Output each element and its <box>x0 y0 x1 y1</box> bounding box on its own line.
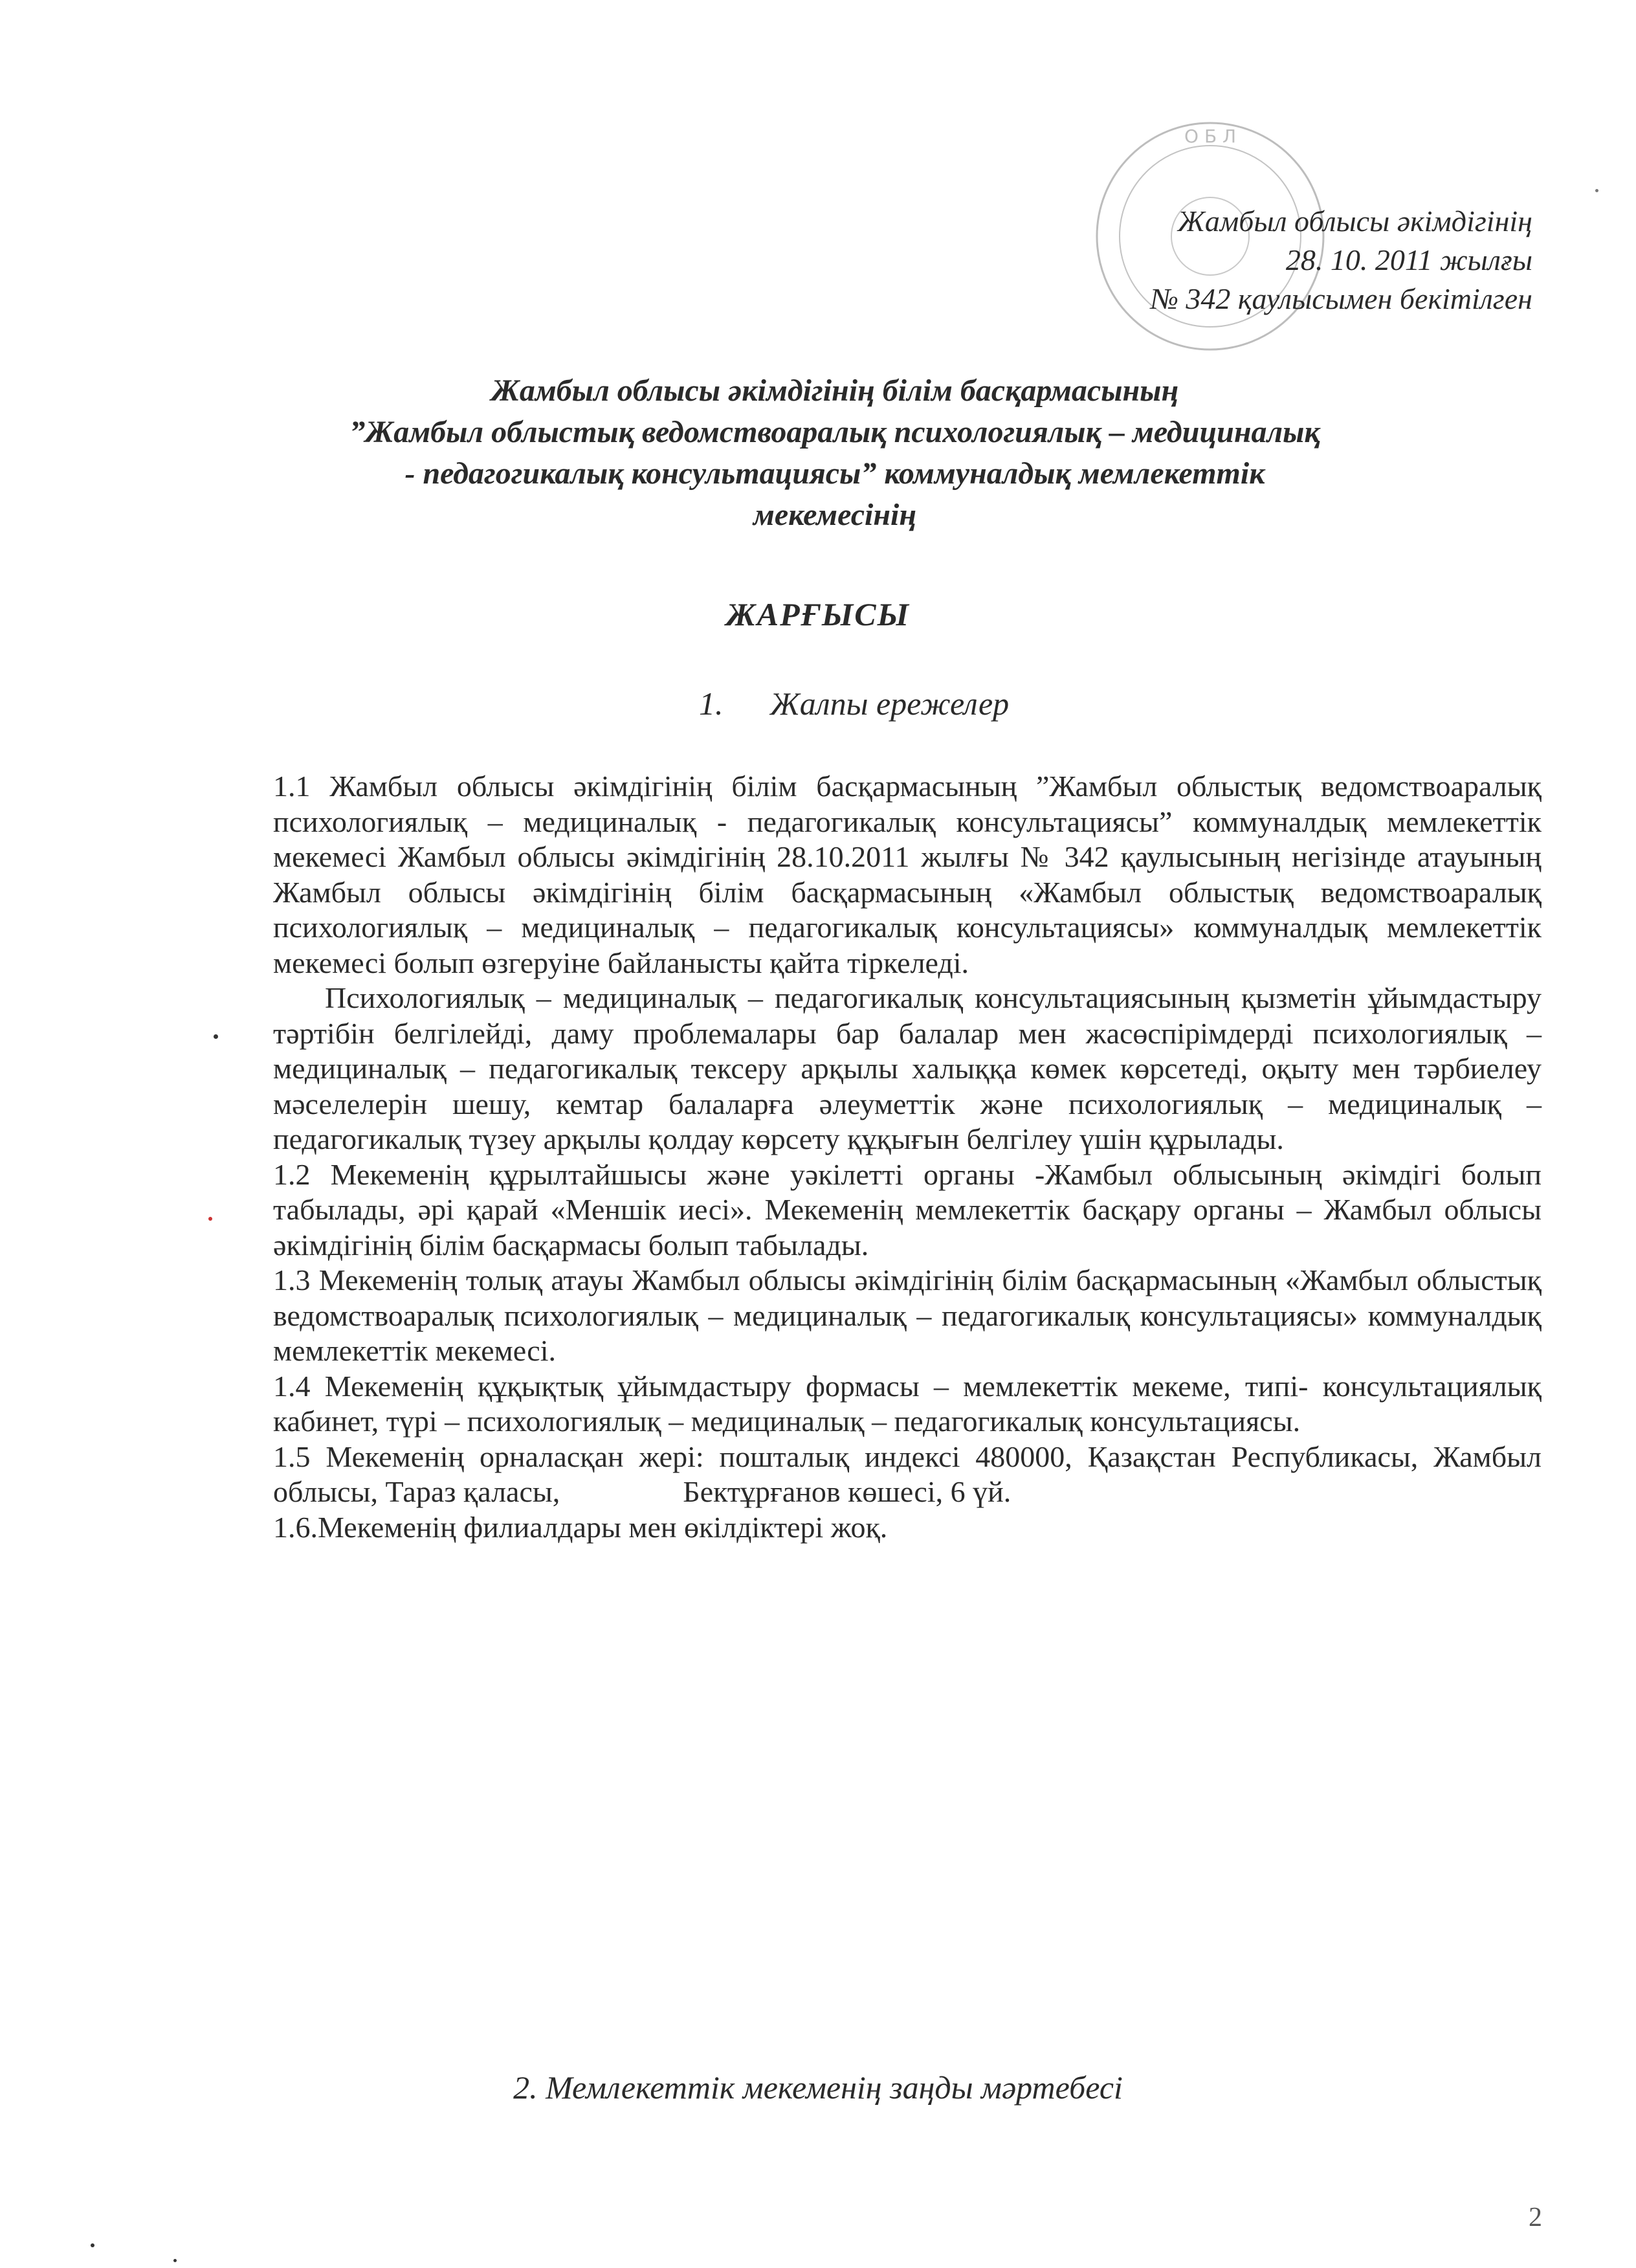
section-2-heading: 2. Мемлекеттік мекеменің заңды мәртебесі <box>513 2069 1123 2106</box>
header-line-1: Жамбыл облысы әкімдігінің білім басқармасының <box>491 373 1179 408</box>
paragraph-1-4: 1.4 Мекеменің құқықтық ұйымдастыру формасы – мемлекеттік мекеме, типі- консультациялық кабинет, түрі – психологиялық – медициналық – педагогикалық консультациясы. <box>273 1369 1542 1438</box>
paragraph-1-5-street: Бектұрғанов көшесі, 6 үй. <box>683 1475 1011 1508</box>
section-1-heading <box>699 685 1009 722</box>
approval-line-2: 28. 10. 2011 жылғы <box>1285 243 1532 276</box>
page-number: 2 <box>1529 2203 1542 2232</box>
header-line-3: - педагогикалық консультациясы” коммуналдық мемлекеттік <box>404 456 1265 491</box>
section-1-title: Жалпы ережелер <box>770 685 1010 722</box>
paragraph-1-1: 1.1 Жамбыл облысы әкімдігінің білім басқармасының ”Жамбыл облыстық ведомствоаралық психологиялық – медициналық - педагогикалық консультациясы” коммуналдық мемлекеттік мекемесі Жамбыл облысы әкімдігінің 28.10.2011 жылғы № 342 қаулысының негізінде атауының Жамбыл облысы әкімдігінің білім басқармасының «Жамбыл облыстық ведомствоаралық психологиялық – медициналық – педагогикалық консультациясы» коммуналдық мемлекеттік мекемесі болып өзгеруіне байланысты қайта тіркеледі. <box>273 770 1542 979</box>
approval-block <box>1151 202 1532 318</box>
header-line-4: мекемесінің <box>753 498 917 532</box>
section-1-number: 1. <box>699 685 724 722</box>
scan-speck <box>208 1217 212 1221</box>
scan-speck <box>91 2243 94 2247</box>
paragraph-1-5-text: 1.5 Мекеменің орналасқан жері: пошталық индексі 480000, Қазақстан Республикасы, Жамбыл облысы, Тараз қаласы, <box>273 1440 1542 1508</box>
scan-speck <box>173 2259 177 2262</box>
paragraph-1-1-continued: Психологиялық – медициналық – педагогикалық консультациясының қызметін ұйымдастыру тәртібін белгілейді, даму проблемалары бар балалар мен жасөспірімдерді психологиялық – медициналық – педагогикалық тексеру арқылы халыққа көмек көрсетеді, оқыту мен тәрбиелеу мәселелерін шешу, кемтар балаларға әлеуметтік және психологиялық – медициналық – педагогикалық түзеу арқылы қолдау көрсету құқығын белгілеу үшін құрылады. <box>273 981 1542 1155</box>
scan-speck <box>1595 189 1598 192</box>
approval-line-3: № 342 қаулысымен бекітілген <box>1150 282 1532 315</box>
header-line-2: ”Жамбыл облыстық ведомствоаралық психологиялық – медициналық <box>349 415 1320 449</box>
svg-text:О Б Л: О Б Л <box>1184 126 1237 147</box>
scan-speck <box>214 1034 218 1039</box>
document-title: ЖАРҒЫСЫ <box>725 596 911 632</box>
section-1-body <box>273 769 1542 1545</box>
approval-line-1: Жамбыл облысы әкімдігінің <box>1177 205 1532 238</box>
paragraph-1-2: 1.2 Мекеменің құрылтайшысы және уәкілетті органы -Жамбыл облысының әкімдігі болып табылады, әрі қарай «Меншік иесі». Мекеменің мемлекеттік басқару органы – Жамбыл облысы әкімдігінің білім басқармасы болып табылады. <box>273 1157 1542 1262</box>
document-header <box>194 370 1476 536</box>
paragraph-1-6: 1.6.Мекеменің филиалдары мен өкілдіктері жоқ. <box>273 1510 888 1544</box>
paragraph-1-3: 1.3 Мекеменің толық атауы Жамбыл облысы әкімдігінің білім басқармасының «Жамбыл облыстық ведомствоаралық психологиялық – медициналық – педагогикалық консультациясы» коммуналдық мемлекеттік мекемесі. <box>273 1263 1542 1367</box>
paragraph-1-5 <box>273 1440 1542 1510</box>
